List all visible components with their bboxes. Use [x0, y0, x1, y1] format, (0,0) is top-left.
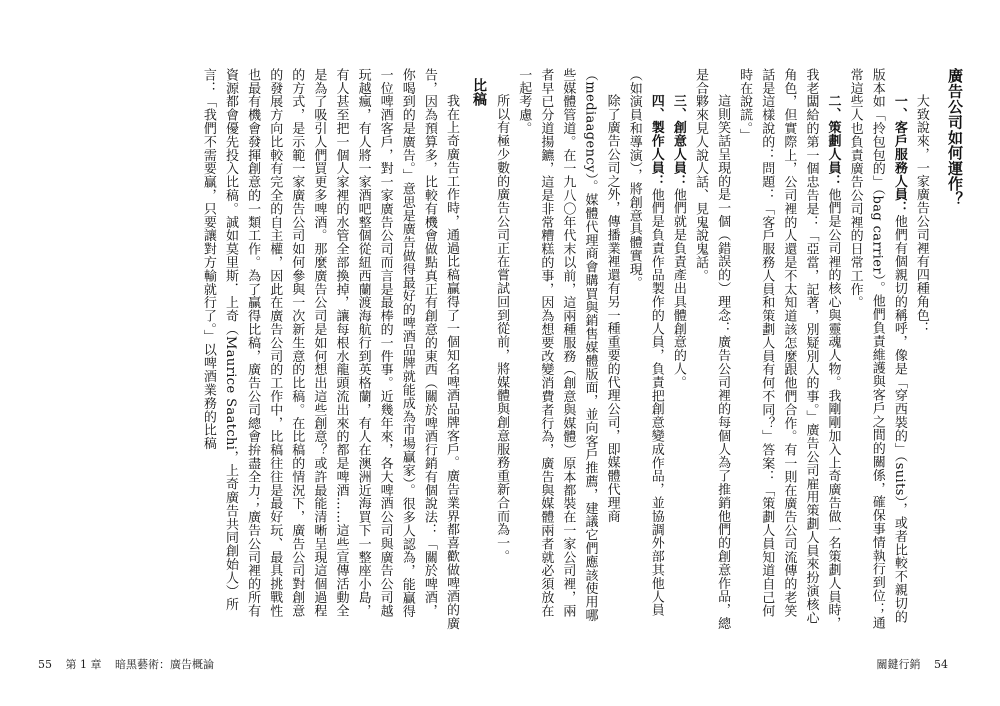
term-creative: 三、創意人員：: [670, 94, 686, 188]
paragraph-role-planner: [733, 68, 843, 630]
footer-right: [877, 656, 959, 672]
text-creative: 他們就是負責產出具體創意的人。: [670, 187, 686, 389]
page-number-left: 55: [38, 658, 52, 671]
term-client-service: 一、客戶服務人員：: [891, 94, 907, 215]
text-production: 他們是負責作品製作的人員，負責把創意變成作品，並協調外部其他人員（如演員和導演），將創意具體實現。: [626, 68, 664, 617]
term-planner: 二、策劃人員：: [825, 94, 841, 188]
text-media-agency-cont: agency）。媒體代理商會購買與銷售媒體版面，並向客戶推薦，建議它們應該使用哪些媒體管道。在一九八〇年代末以前，這兩種服務（創意與媒體）原本都裝在一家公司裡，兩者早已分道揚鑣，這是非常糟糕的事，因為想要改變消費者行為，廣告與媒體兩者就必須放在一起考慮。: [516, 68, 598, 622]
text-media-agency-start: 除了廣告公司之外，傳播業裡還有另一種重要的代理公司，即媒體代理商（media: [582, 68, 620, 523]
paragraph-pitch: 我在上奇廣告工作時，通過比稿贏得了一個知名啤酒品牌客戶。廣告業界都喜歡做啤酒的廣告，因為預算多，比較有機會做點真正有創意的東西（關於啤酒行銷有個說法：「關於啤酒，你喝到的是廣告。」意思是廣告做得最好的啤酒品牌就能成為市場贏家）。很多人認為，能贏得一位啤酒客戶，對一家廣告公司而言是最棒的一件事。近幾年來，各大啤酒公司與廣告公司越玩越瘋，有人將一家酒吧整個從紐西蘭渡海航行到英格蘭，有人在澳洲近海買下一整座小島，有人甚至把一個人家裡的水管全部換掉，讓每根水龍頭流出來的都是啤酒……這些宣傳活動全是為了吸引人們買更多啤酒。那麼廣告公司是如何想出這些創意？或許最能清晰呈現這個過程的方式，是示範一家廣告公司如何參與一次新生意的比稿。在比稿的情況下，廣告公司對創意的發展方向比較有完全的自主權，因此在廣告公司的工作中，比稿往往是最好玩、最具挑戰性也最有機會發揮創意的一類工作。為了贏得比稿，廣告公司總會拚盡全力；廣告公司裡的所有資源都會優先投入比稿。誠如莫里斯．上奇（Maurice Saatchi，上奇廣告共同創始人）所言：「我們不需要贏，只要讓對方輸就行了。」以啤酒業務的比稿: [200, 68, 459, 630]
chapter-label: 第 1 章: [65, 658, 102, 671]
subheading-pitch: 比稿: [471, 78, 488, 107]
term-production: 四、製作人員：: [648, 94, 664, 188]
paragraph-media-end: 所以有極少數的廣告公司正在嘗試回到從前，將媒體與創意服務重新合而為一。: [494, 94, 510, 563]
paragraph-role-production: [623, 68, 667, 630]
vertical-text-body: [60, 68, 966, 630]
paragraph-role-creative: [667, 68, 689, 630]
text-planner: 他們是公司裡的核心與靈魂人物。我剛剛加入上奇廣告做一名策劃人員時，我老闆給的第一個忠告是：「亞當，記著，別疑別人的事。」廣告公司雇用策劃人員來扮演核心角色，但實際上，公司裡的人還是不太知道該怎麼跟他們合作。有一則在廣告公司流傳的老笑話是這樣說的：問題：「客戶服務人員和策劃人員有何不同？」答案：「策劃人員知道自己何時在說謊。」: [737, 68, 841, 630]
paragraph-joke-note: [689, 68, 733, 630]
book-title: 關鍵行銷: [876, 658, 921, 671]
page-number-right: 54: [934, 658, 948, 671]
footer-left: [38, 656, 224, 672]
section-heading: 廣告公司如何運作？: [946, 68, 964, 207]
paragraph-role-client-service: [844, 68, 910, 630]
paragraph-intro: 大致說來，一家廣告公司裡有四種角色：: [913, 94, 929, 336]
text-joke-note: 這則笑話呈現的是一個（錯誤的）理念：廣告公司裡的每個人為了推銷他們的創意作品，總是合夥來見人說人話、見鬼說鬼話。: [692, 68, 731, 630]
text-client-service: 他們有個親切的稱呼，像是「穿西裝的」（suits），或者比較不親切的版本如「拎包包的」（bag carrier）。他們負責維護與客戶之間的關係，確保事情執行到位；通常這些人也負責廣告公司裡的日常工作。: [847, 68, 907, 630]
chapter-title: 暗黑藝術：廣告概論: [115, 658, 214, 671]
paragraph-media-agency: [512, 68, 622, 630]
